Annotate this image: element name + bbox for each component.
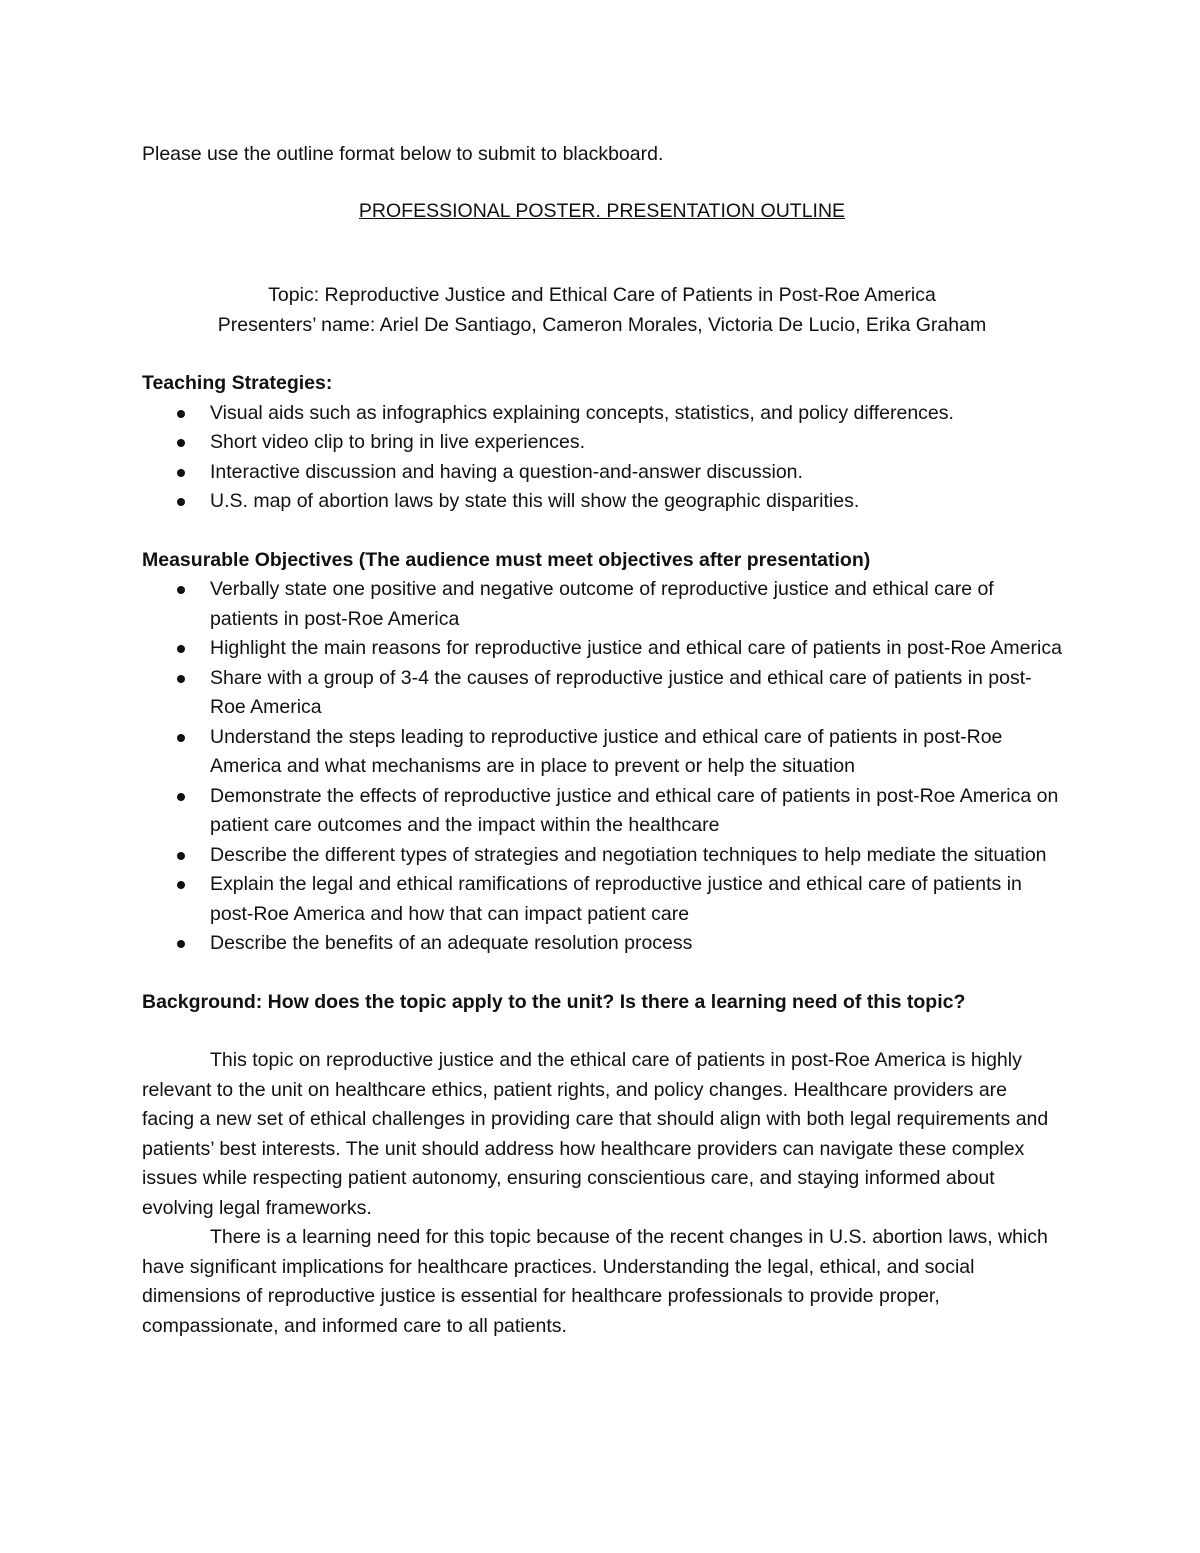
list-item	[210, 428, 1062, 458]
list-item-text: Visual aids such as infographics explaining concepts, statistics, and policy differences.	[210, 401, 954, 424]
background-body	[142, 1046, 1062, 1341]
bullet-icon	[177, 498, 185, 506]
topic-block	[142, 281, 1062, 340]
measurable-objectives-heading: Measurable Objectives (The audience must meet objectives after presentation)	[142, 548, 871, 571]
list-item-text: Describe the benefits of an adequate resolution process	[210, 932, 693, 954]
bullet-icon	[177, 734, 185, 742]
bullet-icon	[177, 852, 185, 860]
list-item	[210, 782, 1062, 841]
list-item	[210, 841, 1062, 871]
intro-instruction: Please use the outline format below to submit to blackboard.	[142, 143, 664, 165]
measurable-objectives-list	[142, 575, 1062, 959]
bullet-icon	[177, 410, 185, 418]
document-content	[142, 140, 1062, 1341]
background-paragraph: This topic on reproductive justice and the ethical care of patients in post-Roe America is highly relevant to the unit on healthcare ethics, patient rights, and policy changes. Healthcare providers are facing a new set of ethical challenges in providing care that should align with both legal requirements and patients’ best interests. The unit should address how healthcare providers can navigate these complex issues while respecting patient autonomy, ensuring conscientious care, and staying informed about evolving legal frameworks.	[142, 1049, 1049, 1219]
bullet-icon	[177, 940, 185, 948]
list-item-text: Interactive discussion and having a question-and-answer discussion.	[210, 460, 803, 483]
background-heading: Background: How does the topic apply to the unit? Is there a learning need of this topic?	[142, 990, 966, 1013]
list-item	[210, 487, 1062, 517]
list-item	[210, 664, 1062, 723]
list-item	[210, 870, 1062, 929]
list-item-text: Verbally state one positive and negative outcome of reproductive justice and ethical care of patients in post-Roe America	[210, 578, 994, 630]
background-paragraph: There is a learning need for this topic because of the recent changes in U.S. abortion laws, which have significant implications for healthcare practices. Understanding the legal, ethical, and social dimensions of reproductive justice is essential for healthcare professionals to provide proper, compassionate, and informed care to all patients.	[142, 1226, 1048, 1337]
list-item	[210, 723, 1062, 782]
list-item-text: Share with a group of 3-4 the causes of reproductive justice and ethical care of patients in post-Roe America	[210, 666, 1032, 718]
presenters-line: Presenters’ name: Ariel De Santiago, Cameron Morales, Victoria De Lucio, Erika Graham	[217, 313, 987, 336]
list-item	[210, 634, 1062, 664]
teaching-strategies-heading: Teaching Strategies:	[142, 372, 333, 394]
bullet-icon	[177, 586, 185, 594]
list-item	[210, 399, 1062, 429]
list-item-text: Describe the different types of strategies and negotiation techniques to help mediate the situation	[210, 843, 1047, 866]
list-item-text: Demonstrate the effects of reproductive justice and ethical care of patients in post-Roe America on patient care outcomes and the impact within the healthcare	[210, 784, 1059, 836]
list-item-text: Understand the steps leading to reproductive justice and ethical care of patients in post-Roe America and what mechanisms are in place to prevent or help the situation	[210, 725, 1003, 777]
bullet-icon	[177, 793, 185, 801]
list-item	[210, 575, 1062, 634]
list-item	[210, 929, 1062, 959]
bullet-icon	[177, 439, 185, 447]
list-item-text: Highlight the main reasons for reproductive justice and ethical care of patients in post-Roe America	[210, 637, 1062, 659]
teaching-strategies-list	[142, 399, 1062, 517]
topic-line: Topic: Reproductive Justice and Ethical Care of Patients in Post-Roe America	[268, 284, 936, 306]
document-title: PROFESSIONAL POSTER. PRESENTATION OUTLINE	[358, 199, 846, 222]
bullet-icon	[177, 881, 185, 889]
list-item-text: Explain the legal and ethical ramifications of reproductive justice and ethical care of patients in post-Roe America and how that can impact patient care	[210, 873, 1022, 925]
list-item-text: U.S. map of abortion laws by state this will show the geographic disparities.	[210, 490, 860, 512]
bullet-icon	[177, 469, 185, 477]
list-item-text: Short video clip to bring in live experiences.	[210, 431, 586, 453]
list-item	[210, 458, 1062, 488]
bullet-icon	[177, 675, 185, 683]
bullet-icon	[177, 645, 185, 653]
